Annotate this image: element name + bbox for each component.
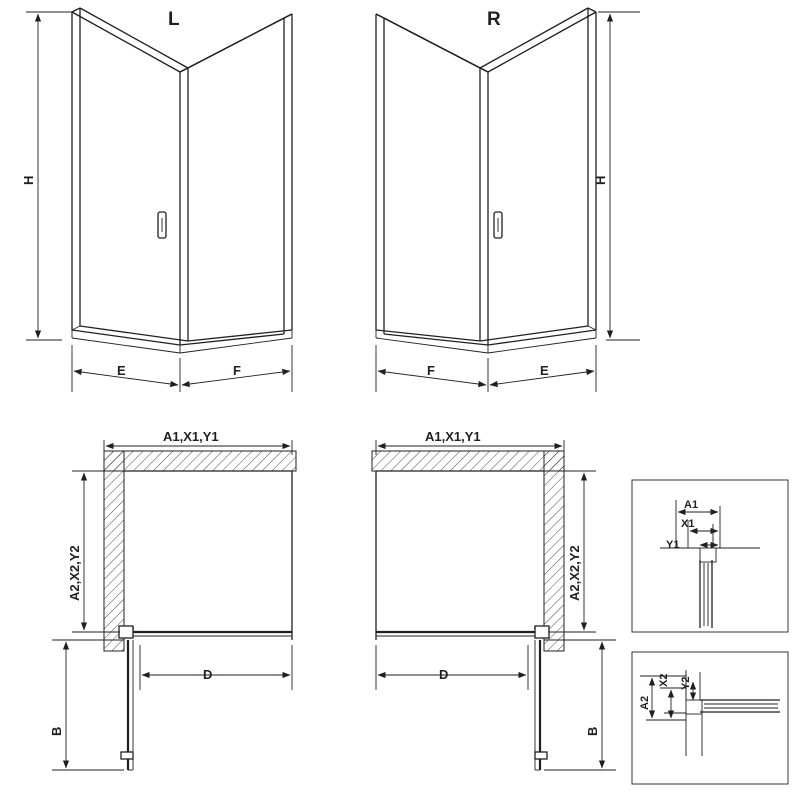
plan-left-dim-top: A1,X1,Y1 [163,429,219,444]
iso-left-dim-e: E [117,363,126,378]
detail-bottom-label-a2: A2 [639,695,651,710]
detail-top-label-a1: A1 [684,499,699,511]
detail-top-label-y1: Y1 [666,539,680,551]
detail-top [632,480,788,632]
wall-top-right [372,451,564,471]
plan-view-left [49,429,296,770]
detail-bottom-label-x2: X2 [658,673,670,687]
variant-label-right: R [487,9,501,30]
iso-right-dim-e: E [540,363,549,378]
detail-bottom-label-y2: Y2 [680,676,692,690]
wall-side-right [544,451,564,651]
door-handle-left [158,212,166,238]
plan-left-dim-swing: B [49,726,64,736]
iso-right-height-label: H [593,175,608,185]
variant-label-left: L [168,9,180,30]
iso-right-dim-f: F [427,363,435,378]
plan-left-dim-door: D [203,667,213,682]
wall-top-left [104,451,296,471]
plan-left-dim-side: A2,X2,Y2 [67,545,82,601]
detail-top-label-x1: X1 [681,518,695,530]
plan-right-dim-door: D [439,667,449,682]
iso-view-right [376,8,640,392]
plan-right-dim-top: A1,X1,Y1 [425,429,481,444]
iso-left-height-label: H [21,175,36,185]
iso-view-left [21,8,292,392]
door-handle-right [494,212,502,238]
iso-left-dim-f: F [233,363,241,378]
plan-right-dim-side: A2,X2,Y2 [567,545,582,601]
plan-right-dim-swing: B [585,726,600,736]
detail-bottom [632,652,788,784]
wall-side-left [104,451,124,651]
plan-view-right [372,429,616,770]
